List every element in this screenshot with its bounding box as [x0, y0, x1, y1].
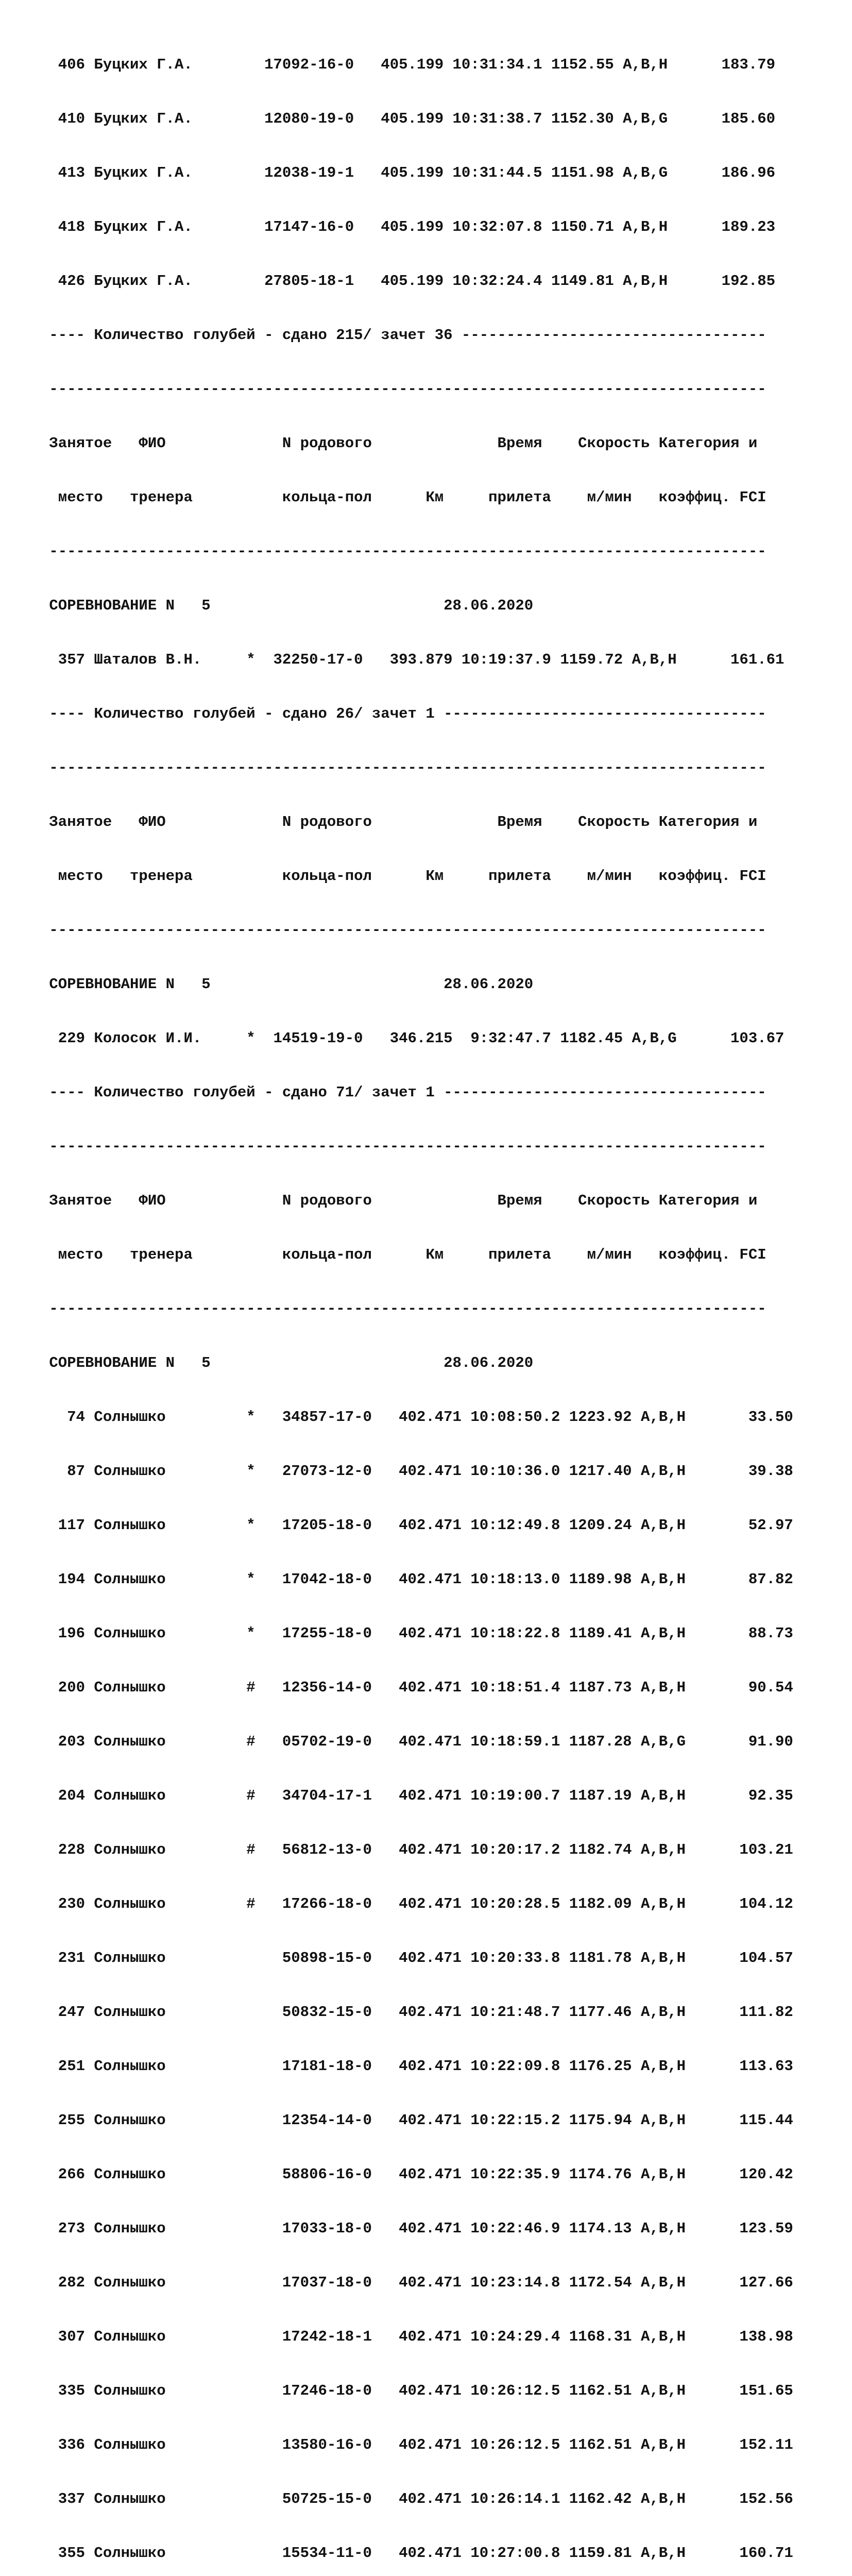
result-row: 74 Солнышко * 34857-17-0 402.471 10:08:50.2 1223.92 A,B,H 33.50 — [40, 1409, 793, 1426]
result-row: 266 Солнышко 58806-16-0 402.471 10:22:35.9 1174.76 A,B,H 120.42 — [40, 2166, 793, 2183]
summary-line: ---- Количество голубей - сдано 26/ зачет 1 ------------------------------------ — [40, 705, 766, 722]
column-header: Занятое ФИО N родового Время Скорость Категория и — [40, 814, 758, 831]
summary-line: ---- Количество голубей - сдано 215/ зачет 36 ---------------------------------- — [40, 327, 766, 344]
result-row: 426 Буцких Г.А. 27805-18-1 405.199 10:32:24.4 1149.81 A,B,H 192.85 — [40, 273, 776, 290]
competition-heading: СОРЕВНОВАНИЕ N 5 28.06.2020 — [40, 1354, 534, 1371]
result-row: 231 Солнышко 50898-15-0 402.471 10:20:33.8 1181.78 A,B,H 104.57 — [40, 1950, 793, 1967]
result-row: 87 Солнышко * 27073-12-0 402.471 10:10:36.0 1217.40 A,B,H 39.38 — [40, 1463, 793, 1480]
separator-line: -------------------------------------------------------------------------------- — [40, 1300, 766, 1317]
result-row: 355 Солнышко 15534-11-0 402.471 10:27:00.8 1159.81 A,B,H 160.71 — [40, 2545, 793, 2562]
separator-line: -------------------------------------------------------------------------------- — [40, 381, 766, 398]
summary-line: ---- Количество голубей - сдано 71/ зачет 1 ------------------------------------ — [40, 1084, 766, 1101]
result-row: 228 Солнышко # 56812-13-0 402.471 10:20:17.2 1182.74 A,B,H 103.21 — [40, 1841, 793, 1858]
competition-heading: СОРЕВНОВАНИЕ N 5 28.06.2020 — [40, 597, 534, 614]
result-row: 251 Солнышко 17181-18-0 402.471 10:22:09.8 1176.25 A,B,H 113.63 — [40, 2058, 793, 2075]
competition-heading: СОРЕВНОВАНИЕ N 5 28.06.2020 — [40, 976, 534, 993]
result-row: 255 Солнышко 12354-14-0 402.471 10:22:15.2 1175.94 A,B,H 115.44 — [40, 2112, 793, 2129]
column-header: Занятое ФИО N родового Время Скорость Категория и — [40, 435, 758, 452]
separator-line: -------------------------------------------------------------------------------- — [40, 1138, 766, 1155]
column-header: Занятое ФИО N родового Время Скорость Категория и — [40, 1192, 758, 1209]
column-header: место тренера кольца-пол Км прилета м/мин коэффиц. FCI — [40, 868, 766, 885]
result-row: 230 Солнышко # 17266-18-0 402.471 10:20:28.5 1182.09 A,B,H 104.12 — [40, 1895, 793, 1912]
result-row: 247 Солнышко 50832-15-0 402.471 10:21:48.7 1177.46 A,B,H 111.82 — [40, 2004, 793, 2021]
separator-line: -------------------------------------------------------------------------------- — [40, 543, 766, 560]
result-row: 337 Солнышко 50725-15-0 402.471 10:26:14.1 1162.42 A,B,H 152.56 — [40, 2490, 793, 2507]
result-row: 194 Солнышко * 17042-18-0 402.471 10:18:13.0 1189.98 A,B,H 87.82 — [40, 1571, 793, 1588]
result-row: 413 Буцких Г.А. 12038-19-1 405.199 10:31:44.5 1151.98 A,B,G 186.96 — [40, 164, 776, 181]
result-row: 282 Солнышко 17037-18-0 402.471 10:23:14.8 1172.54 A,B,H 127.66 — [40, 2274, 793, 2291]
separator-line: -------------------------------------------------------------------------------- — [40, 759, 766, 776]
result-row: 418 Буцких Г.А. 17147-16-0 405.199 10:32:07.8 1150.71 A,B,H 189.23 — [40, 218, 776, 235]
result-row: 410 Буцких Г.А. 12080-19-0 405.199 10:31:38.7 1152.30 A,B,G 185.60 — [40, 110, 776, 127]
result-row: 204 Солнышко # 34704-17-1 402.471 10:19:00.7 1187.19 A,B,H 92.35 — [40, 1787, 793, 1804]
result-row: 307 Солнышко 17242-18-1 402.471 10:24:29.4 1168.31 A,B,H 138.98 — [40, 2328, 793, 2345]
result-row: 357 Шаталов В.Н. * 32250-17-0 393.879 10:19:37.9 1159.72 A,B,H 161.61 — [40, 651, 785, 668]
result-row: 203 Солнышко # 05702-19-0 402.471 10:18:59.1 1187.28 A,B,G 91.90 — [40, 1733, 793, 1750]
result-row: 273 Солнышко 17033-18-0 402.471 10:22:46.9 1174.13 A,B,H 123.59 — [40, 2220, 793, 2237]
results-printout — [40, 20, 793, 2576]
column-header: место тренера кольца-пол Км прилета м/мин коэффиц. FCI — [40, 489, 766, 506]
result-row: 335 Солнышко 17246-18-0 402.471 10:26:12.5 1162.51 A,B,H 151.65 — [40, 2382, 793, 2399]
result-row: 196 Солнышко * 17255-18-0 402.471 10:18:22.8 1189.41 A,B,H 88.73 — [40, 1625, 793, 1642]
result-row: 406 Буцких Г.А. 17092-16-0 405.199 10:31:34.1 1152.55 A,B,H 183.79 — [40, 56, 776, 73]
result-row: 117 Солнышко * 17205-18-0 402.471 10:12:49.8 1209.24 A,B,H 52.97 — [40, 1517, 793, 1534]
separator-line: -------------------------------------------------------------------------------- — [40, 922, 766, 939]
result-row: 200 Солнышко # 12356-14-0 402.471 10:18:51.4 1187.73 A,B,H 90.54 — [40, 1679, 793, 1696]
result-row: 336 Солнышко 13580-16-0 402.471 10:26:12.5 1162.51 A,B,H 152.11 — [40, 2436, 793, 2453]
column-header: место тренера кольца-пол Км прилета м/мин коэффиц. FCI — [40, 1246, 766, 1263]
result-row: 229 Колосок И.И. * 14519-19-0 346.215 9:32:47.7 1182.45 A,B,G 103.67 — [40, 1030, 785, 1047]
